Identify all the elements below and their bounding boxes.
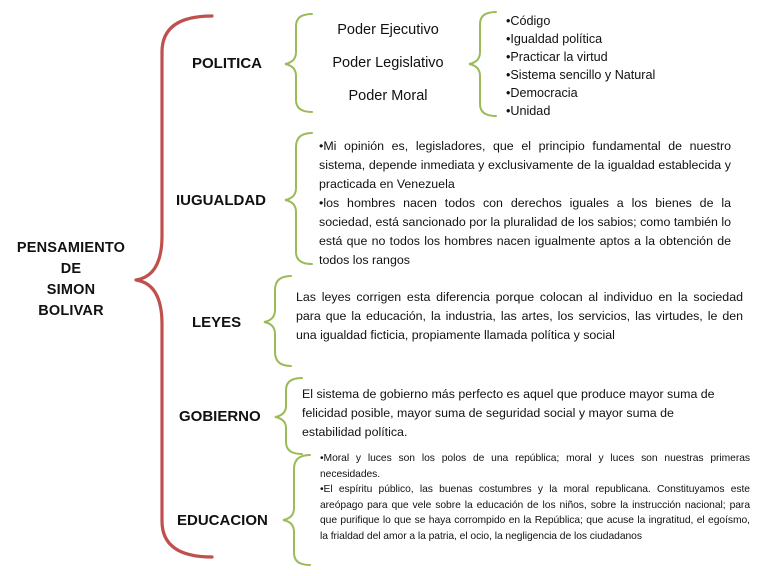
educacion-paragraph: •Moral y luces son los polos de una república; moral y luces son nuestras primeras necesidades. <box>320 453 750 480</box>
bullet-item: •Sistema sencillo y Natural <box>506 68 656 82</box>
politica-powers-list <box>316 14 460 113</box>
category-igualdad: IUGUALDAD <box>176 192 266 209</box>
gobierno-bracket <box>275 378 302 454</box>
main-bracket <box>136 16 212 557</box>
root-title-line: SIMON <box>46 282 96 298</box>
power-item: Poder Legislativo <box>332 55 444 71</box>
educacion-text <box>320 451 750 545</box>
politica-bracket <box>285 14 312 112</box>
power-item: Poder Ejecutivo <box>337 22 439 38</box>
educacion-paragraph: •El espíritu público, las buenas costumbres y la moral republicana. Constituyamos este areópago para que vele sobre la educación de los niños, sobre la instrucción nacional; para que purifique lo que se haya corrompido en la República; que acuse la ingratitud, el egoísmo, la frialdad del amor a la patria, el ocio, la negligencia de los ciudadanos <box>320 484 750 542</box>
power-item: Poder Moral <box>348 88 428 104</box>
politica-bullets-list <box>506 12 655 120</box>
igualdad-bracket <box>285 133 312 264</box>
educacion-bracket <box>283 455 310 565</box>
politica-right-bracket <box>469 12 496 116</box>
root-title-line: BOLIVAR <box>38 303 104 319</box>
igualdad-paragraph: •Mi opinión es, legisladores, que el principio fundamental de nuestro sistema, depende inmediata y exclusivamente de la igualdad establecida y practicada en Venezuela <box>319 139 731 191</box>
category-politica: POLITICA <box>192 55 262 72</box>
gobierno-paragraph: El sistema de gobierno más perfecto es aquel que produce mayor suma de felicidad posible, mayor suma de seguridad social y mayor suma de estabilidad política. <box>302 387 715 439</box>
category-educacion: EDUCACION <box>177 512 268 529</box>
root-title-line: DE <box>60 261 82 277</box>
root-title <box>8 238 134 322</box>
leyes-bracket <box>264 276 291 366</box>
bullet-item: •Unidad <box>506 104 551 118</box>
bullet-item: •Practicar la virtud <box>506 50 608 64</box>
leyes-paragraph: Las leyes corrigen esta diferencia porque colocan al individuo en la sociedad para que la educación, la industria, las artes, los servicios, las virtudes, le den una igualdad ficticia, propiamente llamada política y social <box>296 290 743 342</box>
igualdad-text <box>319 137 731 270</box>
root-title-line: PENSAMIENTO <box>16 240 126 256</box>
leyes-text <box>296 288 743 345</box>
igualdad-paragraph: •los hombres nacen todos con derechos iguales a los bienes de la sociedad, está sancionado por la pluralidad de los sabios; como también lo está que no todos los hombres nacen igualmente aptos a la obtención de todos los rangos <box>319 196 731 267</box>
category-leyes: LEYES <box>192 314 242 331</box>
gobierno-text <box>302 385 726 442</box>
bullet-item: •Igualdad política <box>506 32 603 46</box>
bullet-item: •Código <box>506 14 551 28</box>
category-gobierno: GOBIERNO <box>179 408 261 425</box>
bullet-item: •Democracia <box>506 86 578 100</box>
